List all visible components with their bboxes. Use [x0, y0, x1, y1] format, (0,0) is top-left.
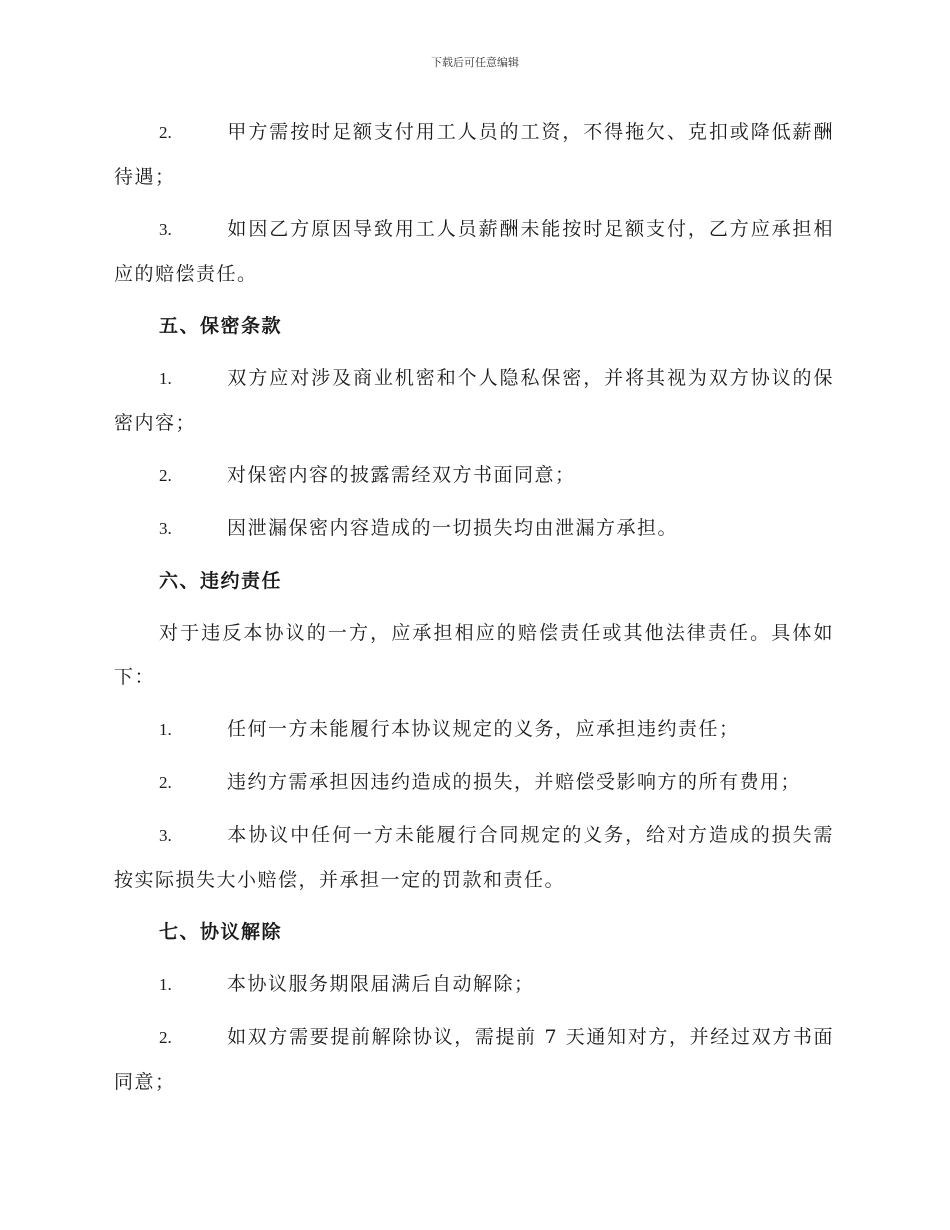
- clause-number: 1.: [159, 975, 172, 994]
- clause-number: 1.: [159, 369, 172, 388]
- clause-6-3: [114, 813, 834, 902]
- clause-text: 违约方需承担因违约造成的损失，并赔偿受影响方的所有费用；: [227, 771, 802, 793]
- breach-intro-paragraph: 对于违反本协议的一方，应承担相应的赔偿责任或其他法律责任。具体如下：: [114, 622, 834, 688]
- clause-text: 甲方需按时足额支付用工人员的工资，不得拖欠、克扣或降低薪酬待遇；: [114, 121, 834, 188]
- clause-7-1: [114, 962, 834, 1007]
- clause-4-3: [114, 207, 834, 296]
- clause-text: 本协议中任何一方未能履行合同规定的义务，给对方造成的损失需按实际损失大小赔偿，并承担一定的罚款和责任。: [114, 824, 834, 891]
- clause-text: 任何一方未能履行本协议规定的义务，应承担违约责任；: [227, 718, 740, 740]
- clause-number: 2.: [159, 466, 172, 485]
- section-heading-breach: 六、违约责任: [159, 570, 283, 592]
- clause-6-1: [114, 707, 834, 752]
- section-heading-termination: 七、协议解除: [159, 921, 283, 943]
- clause-number: 2.: [159, 123, 172, 142]
- clause-number: 3.: [159, 826, 172, 845]
- clause-5-2: [114, 453, 834, 498]
- clause-number: 3.: [159, 220, 172, 239]
- clause-7-2: [114, 1015, 834, 1104]
- clause-number: 2.: [159, 1028, 172, 1047]
- clause-5-1: [114, 356, 834, 445]
- clause-text: 如因乙方原因导致用工人员薪酬未能按时足额支付，乙方应承担相应的赔偿责任。: [114, 218, 834, 285]
- document-body: [114, 110, 834, 1112]
- clause-text: 因泄漏保密内容造成的一切损失均由泄漏方承担。: [227, 517, 679, 539]
- clause-text: 对保密内容的披露需经双方书面同意；: [227, 464, 576, 486]
- clause-text: 双方应对涉及商业机密和个人隐私保密，并将其视为双方协议的保密内容；: [114, 367, 834, 434]
- clause-text: 本协议服务期限届满后自动解除；: [227, 973, 535, 995]
- page-header: 下载后可任意编辑: [431, 56, 519, 69]
- clause-5-3: [114, 506, 834, 551]
- section-heading-confidentiality: 五、保密条款: [159, 315, 283, 337]
- clause-text: 如双方需要提前解除协议，需提前 7 天通知对方，并经过双方书面同意；: [114, 1026, 834, 1093]
- clause-number: 1.: [159, 720, 172, 739]
- clause-4-2: [114, 110, 834, 199]
- clause-number: 3.: [159, 519, 172, 538]
- clause-6-2: [114, 760, 834, 805]
- clause-number: 2.: [159, 773, 172, 792]
